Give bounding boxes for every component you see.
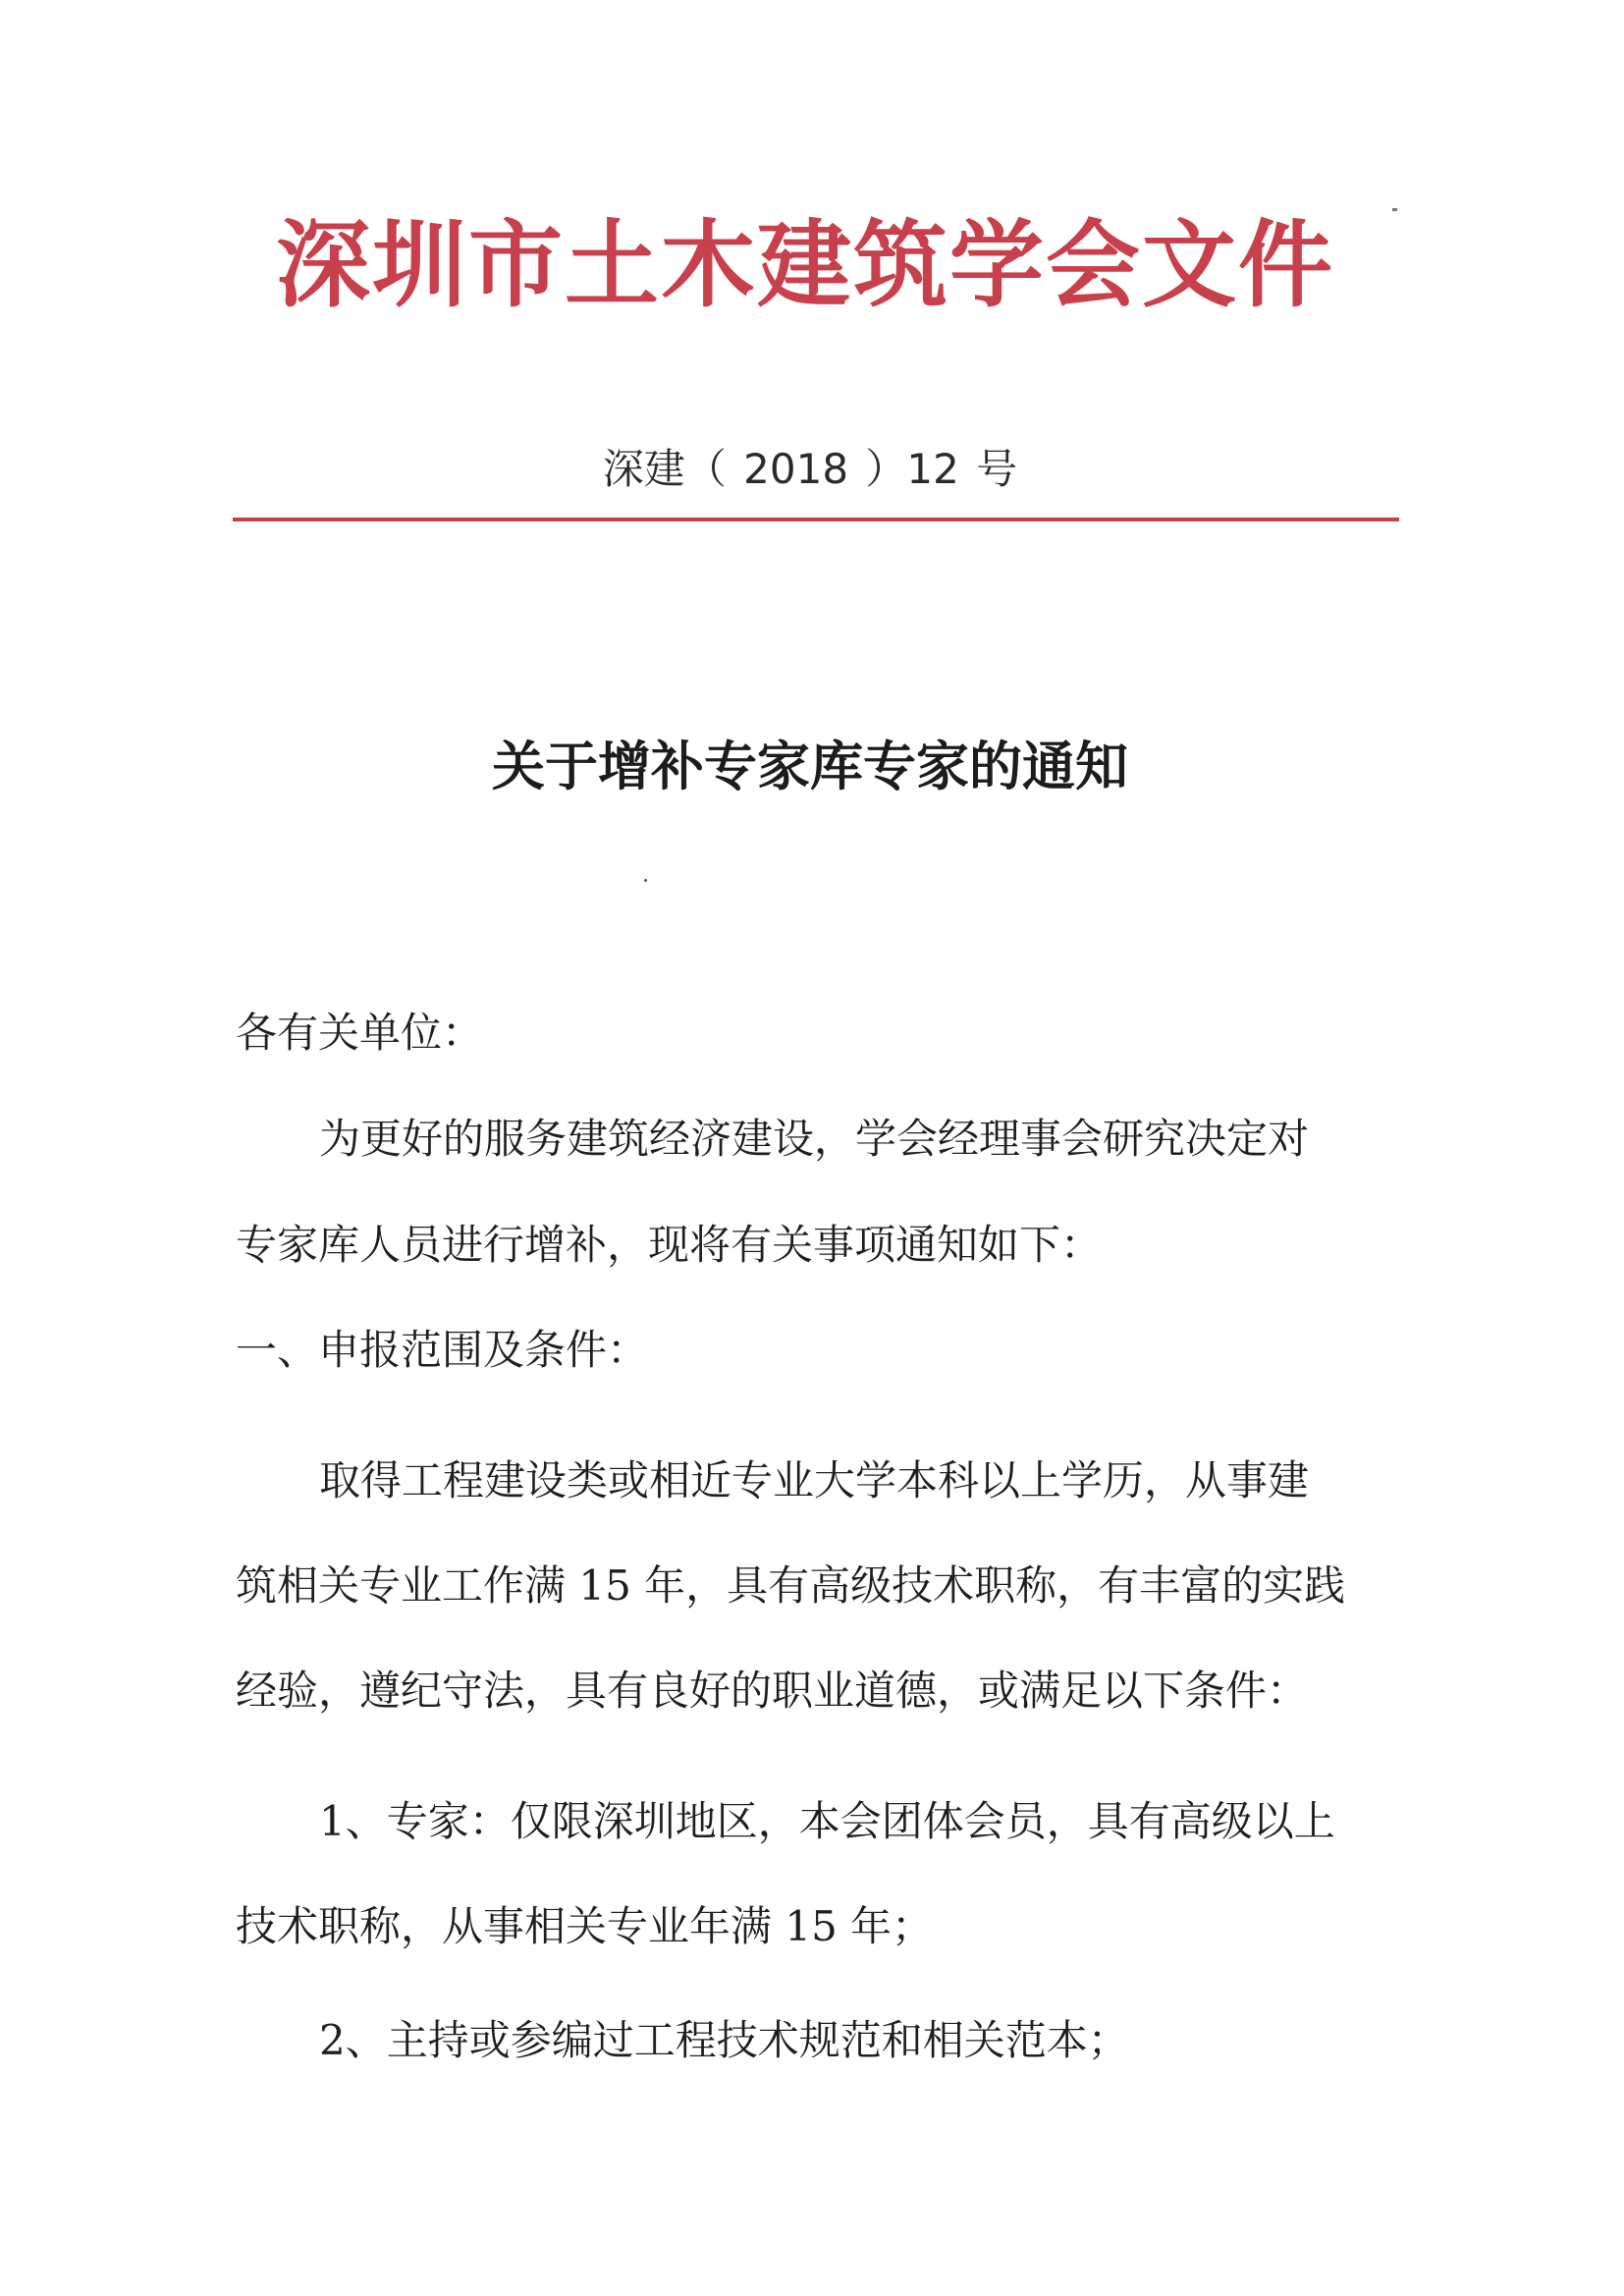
conditions-line-2: 筑相关专业工作满 15 年，具有高级技术职称，有丰富的实践 (236, 1561, 1346, 1610)
conditions-line-3: 经验，遵纪守法，具有良好的职业道德，或满足以下条件： (236, 1667, 1309, 1715)
scan-speck (1392, 208, 1397, 211)
scan-dot (644, 879, 647, 882)
section-1-heading: 一、申报范围及条件： (236, 1326, 649, 1374)
notice-title: 关于增补专家库专家的通知 (492, 735, 1128, 797)
intro-paragraph-line-1: 为更好的服务建筑经济建设，学会经理事会研究决定对 (319, 1115, 1310, 1163)
item-1-line-2: 技术职称，从事相关专业年满 15 年； (236, 1902, 934, 1950)
document-number: 深建（ 2018 ）12 号 (602, 445, 1018, 493)
salutation: 各有关单位： (236, 1009, 484, 1057)
org-header-title: 深圳市土木建筑学会文件 (276, 209, 1334, 320)
item-2-line-1: 2、主持或参编过工程技术规范和相关范本； (319, 2016, 1129, 2064)
conditions-line-1: 取得工程建设类或相近专业大学本科以上学历，从事建 (319, 1456, 1310, 1504)
item-1-line-1: 1、专家：仅限深圳地区，本会团体会员，具有高级以上 (319, 1797, 1335, 1845)
header-divider (233, 518, 1399, 521)
intro-paragraph-line-2: 专家库人员进行增补，现将有关事项通知如下： (236, 1221, 1103, 1269)
